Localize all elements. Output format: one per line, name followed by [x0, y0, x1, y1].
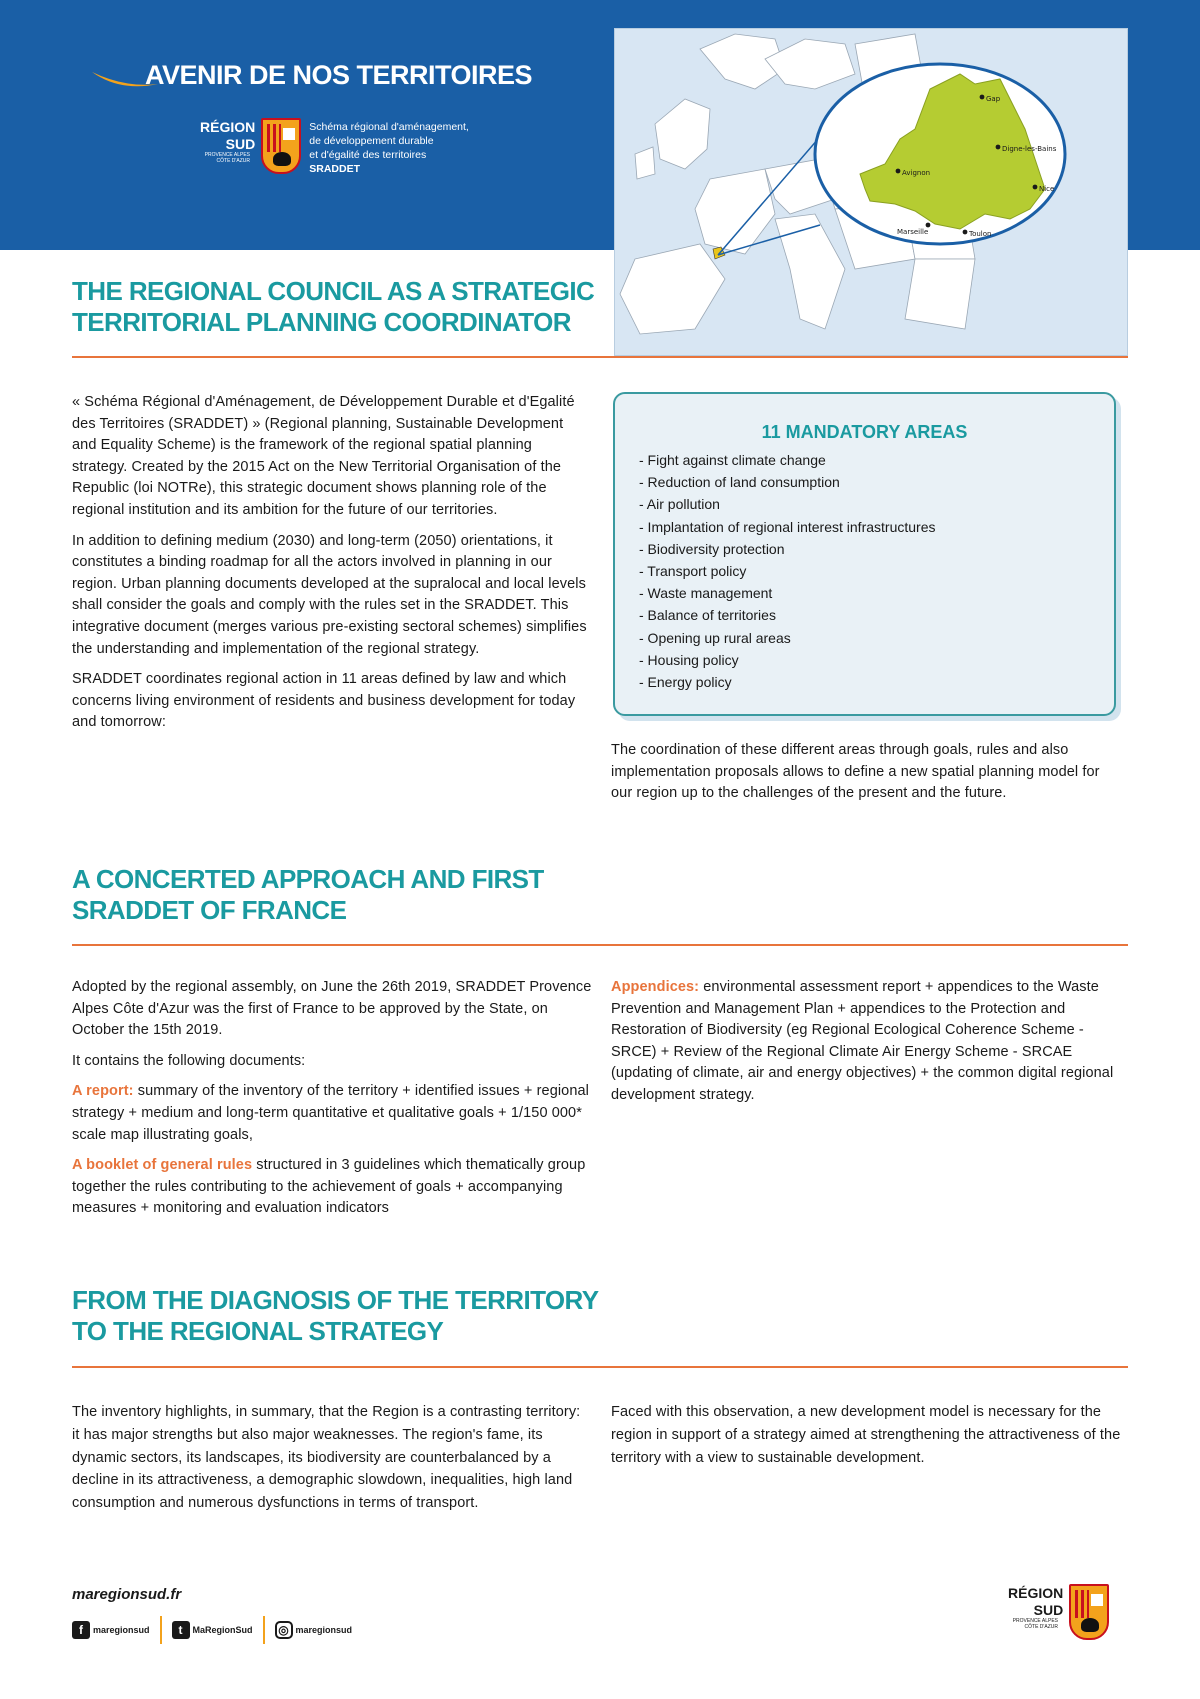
- section-2-divider: [72, 944, 1128, 946]
- city-label: Gap: [986, 95, 1001, 103]
- city-label: Nice: [1039, 185, 1055, 193]
- list-item: - Implantation of regional interest infrastructures: [639, 518, 936, 535]
- facebook-link[interactable]: [72, 1621, 150, 1639]
- section-2-left-column: [72, 977, 592, 1229]
- instagram-link[interactable]: [275, 1621, 353, 1639]
- twitter-icon: t: [172, 1621, 190, 1639]
- list-item: - Fight against climate change: [639, 452, 826, 468]
- twitter-handle: MaRegionSud: [192, 1625, 253, 1635]
- footer-region-word-2: SUD: [1033, 1602, 1064, 1618]
- booklet-text: structured in 3 guidelines which thematically group together the rules contributing to the achievement of goals + accompanying measures + monitoring and evaluation indicators: [72, 1157, 586, 1217]
- mandatory-areas-list: [615, 449, 1114, 693]
- city-label: Digne-les-Bains: [1002, 145, 1057, 153]
- scheme-description: [309, 120, 469, 176]
- instagram-handle: maregionsud: [295, 1625, 353, 1635]
- section-2-right-column: [611, 977, 1121, 1116]
- section-1-title-line-1: THE REGIONAL COUNCIL AS A STRATEGIC: [72, 276, 595, 306]
- list-item: - Reduction of land consumption: [639, 474, 840, 491]
- footer-shield-icon: [1069, 1584, 1109, 1640]
- section-3-title-line-1: FROM THE DIAGNOSIS OF THE TERRITORY: [72, 1285, 599, 1315]
- divider: [263, 1616, 265, 1644]
- list-item: - Balance of territories: [639, 607, 776, 624]
- europe-map: [614, 28, 1128, 356]
- appendices-label: Appendices:: [611, 979, 700, 995]
- region-word-2: SUD: [225, 136, 256, 152]
- section-1-paragraph: The coordination of these different areas through goals, rules and also implementation proposals allows to define a new spatial planning model for our region up to the challenges of the present and the future.: [611, 742, 1100, 802]
- section-1-title: [72, 276, 594, 338]
- footer-region-word-1: RÉGION: [1008, 1585, 1064, 1601]
- region-subtitle: PROVENCE ALPES CÔTE D'AZUR: [204, 152, 250, 164]
- social-links: [72, 1616, 352, 1644]
- twitter-link[interactable]: [172, 1621, 253, 1639]
- instagram-icon: ◎: [275, 1621, 293, 1639]
- footer-region-subtitle: PROVENCE ALPES CÔTE D'AZUR: [1012, 1618, 1058, 1630]
- section-3-title: [72, 1285, 598, 1347]
- booklet-paragraph: [72, 1155, 592, 1220]
- section-3-divider: [72, 1366, 1128, 1368]
- scheme-line-2: de développement durable: [309, 135, 434, 147]
- europe-map-graphic: [615, 29, 1128, 356]
- report-label: A report:: [72, 1083, 134, 1100]
- booklet-label: A booklet of general rules: [72, 1157, 253, 1174]
- city-label: Marseille: [897, 228, 929, 236]
- section-1-paragraph: « Schéma Régional d'Aménagement, de Développement Durable et d'Egalité des Territoires (SRADDET) » (Regional planning, Sustainable Development and Equality Scheme) is the framework of the regional spatial planning strategy. Created by the 2015 Act on the New Territorial Organisation of the Republic (loi NOTRe), this strategic document shows planning role of the regional institution and its ambition for the future of our territories.: [72, 394, 575, 518]
- section-3-paragraph: Faced with this observation, a new development model is necessary for the region in support of a strategy aimed at strengthening the attractiveness of the territory with a view to sustainable development.: [611, 1404, 1121, 1466]
- section-1-paragraph: SRADDET coordinates regional action in 11 areas defined by law and which concerns living environment of residents and business development for today and tomorrow:: [72, 671, 576, 731]
- list-item: - Transport policy: [639, 563, 747, 580]
- mandatory-areas-box: [613, 392, 1116, 716]
- scheme-line-4: SRADDET: [309, 163, 360, 175]
- mandatory-areas-title: 11 MANDATORY AREAS: [761, 422, 968, 442]
- facebook-icon: f: [72, 1621, 90, 1639]
- section-1-divider: [72, 356, 1128, 358]
- list-item: - Housing policy: [639, 651, 739, 668]
- section-1-title-line-2: TERRITORIAL PLANNING COORDINATOR: [72, 307, 571, 337]
- section-3-right-column: [611, 1401, 1121, 1478]
- section-2-paragraph: Adopted by the regional assembly, on June the 26th 2019, SRADDET Provence Alpes Côte d'Azur was the first of France to be approved by the State, on October the 15th 2019.: [72, 979, 592, 1039]
- region-logo: [200, 118, 469, 188]
- section-2-title: [72, 864, 544, 926]
- list-item: - Waste management: [639, 585, 773, 602]
- section-3-left-column: [72, 1401, 590, 1524]
- report-text: summary of the inventory of the territory + identified issues + regional strategy + medium and long-term quantitative et qualitative goals + 1/150 000* scale map illustrating goals,: [72, 1083, 589, 1143]
- appendices-text: environmental assessment report + appendices to the Waste Prevention and Management Plan + appendices to the Protection and Restoration of Biodiversity (eg Regional Ecological Coherence Scheme - SRCE) + Review of the Regional Climate Air Energy Scheme - SRCAE (updating of climate, air and energy objectives) + the common digital regional development strategy.: [611, 979, 1114, 1103]
- section-1-left-column: [72, 392, 590, 743]
- section-1-right-column: [611, 740, 1121, 814]
- city-label: Toulon: [969, 230, 992, 238]
- scheme-line-1: Schéma régional d'aménagement,: [309, 121, 469, 133]
- section-2-title-line-1: A CONCERTED APPROACH AND FIRST: [72, 864, 544, 894]
- section-3-paragraph: The inventory highlights, in summary, that the Region is a contrasting territory: it has major strengths but also major weaknesses. The region's fame, its dynamic sectors, its landscapes, its biodiversity are counterbalanced by a decline in its attractiveness, a demographic slowdown, inequalities, high land consumption and numerous dysfunctions in terms of transport.: [72, 1404, 581, 1512]
- list-item: - Opening up rural areas: [639, 629, 791, 646]
- list-item: - Air pollution: [639, 496, 720, 513]
- footer-region-logo: [1008, 1584, 1117, 1640]
- list-item: - Energy policy: [639, 674, 732, 691]
- website-link[interactable]: maregionsud.fr: [72, 1586, 182, 1603]
- section-1-paragraph: In addition to defining medium (2030) and long-term (2050) orientations, it constitutes a binding roadmap for all the actors involved in planning in our region. Urban planning documents developed at the supralocal and local levels shall consider the goals and comply with the rules set in the SRADDET. This integrative document (merges various pre-existing sectoral schemes) simplifies the understanding and implementation of the regional strategy.: [72, 532, 587, 657]
- list-item: - Biodiversity protection: [639, 540, 785, 557]
- appendices-paragraph: [611, 977, 1121, 1107]
- section-2-paragraph: It contains the following documents:: [72, 1052, 306, 1069]
- report-paragraph: [72, 1081, 592, 1146]
- city-label: Avignon: [902, 169, 931, 177]
- section-2-title-line-2: SRADDET OF FRANCE: [72, 895, 347, 925]
- section-3-title-line-2: TO THE REGIONAL STRATEGY: [72, 1316, 444, 1346]
- region-word-1: RÉGION: [200, 119, 256, 135]
- scheme-line-3: et d'égalité des territoires: [309, 149, 427, 161]
- region-shield-icon: [261, 118, 301, 174]
- divider: [160, 1616, 162, 1644]
- facebook-handle: maregionsud: [93, 1625, 150, 1635]
- brand-title: AVENIR DE NOS TERRITOIRES: [145, 60, 533, 90]
